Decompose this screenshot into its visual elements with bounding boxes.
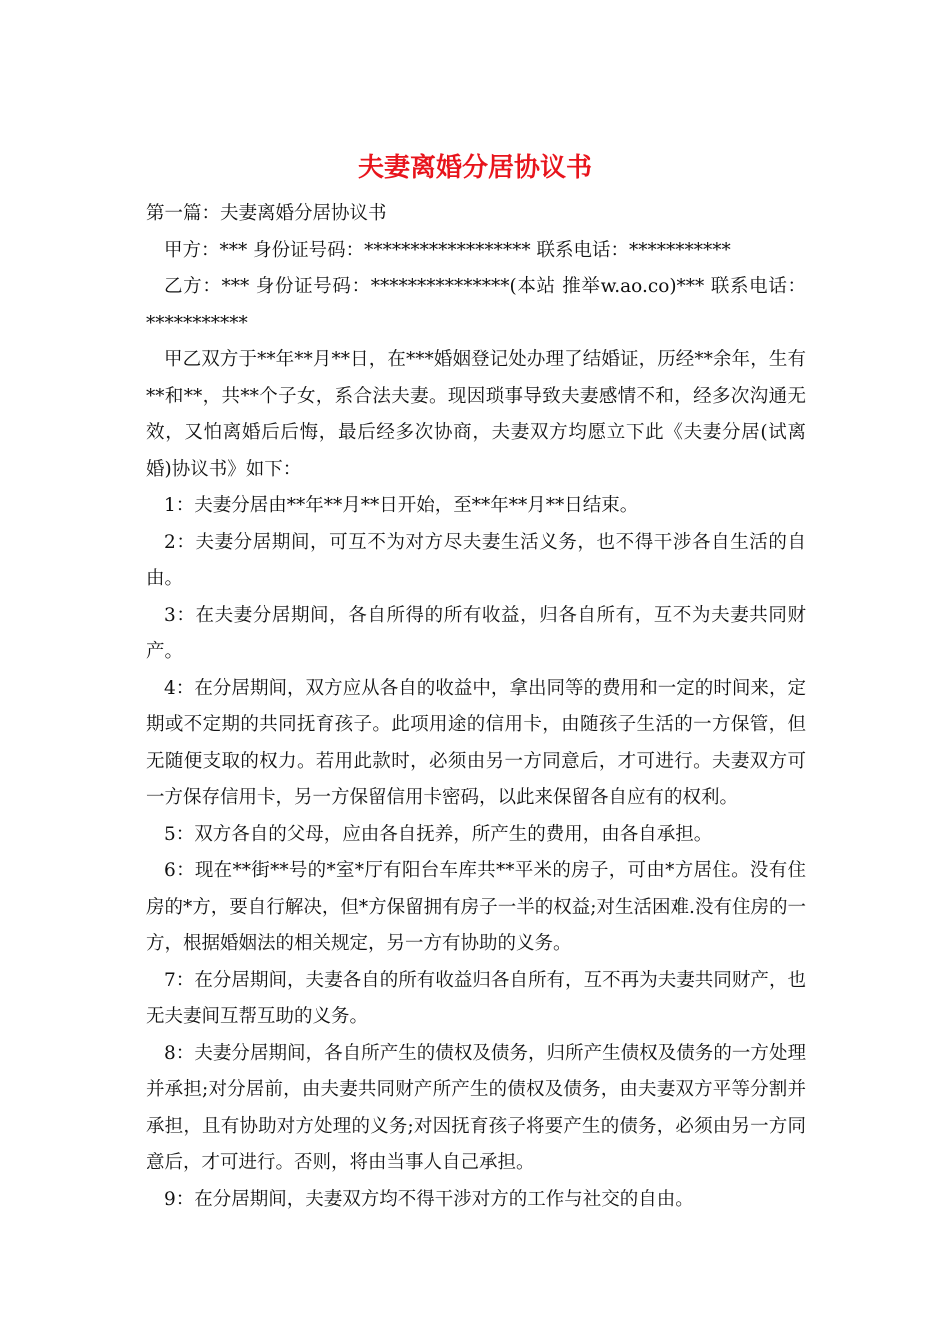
preamble-paragraph: 甲乙双方于**年**月**日，在***婚姻登记处办理了结婚证，历经**余年，生有**和**，共**个子女，系合法夫妻。现因琐事导致夫妻感情不和，经多次沟通无效，又怕离婚后后悔，最后经多次协商，夫妻双方均愿立下此《夫妻分居(试离婚)协议书》如下： bbox=[146, 349, 806, 480]
section-heading: 第一篇：夫妻离婚分居协议书 bbox=[146, 203, 387, 224]
party-a-line: 甲方：*** 身份证号码：****************** 联系电话：*********** bbox=[164, 239, 731, 261]
clause-1: 1：夫妻分居由**年**月**日开始，至**年**月**日结束。 bbox=[164, 495, 639, 516]
clause-3: 3：在夫妻分居期间，各自所得的所有收益，归各自所有，互不为夫妻共同财产。 bbox=[146, 604, 806, 662]
clause-7: 7：在分居期间，夫妻各自的所有收益归各自所有，互不再为夫妻共同财产，也无夫妻间互帮互助的义务。 bbox=[146, 969, 806, 1027]
document-title: 夫妻离婚分居协议书 bbox=[357, 153, 592, 183]
document-body bbox=[146, 196, 806, 1218]
clause-9: 9：在分居期间，夫妻双方均不得干涉对方的工作与社交的自由。 bbox=[164, 1188, 694, 1210]
clause-5: 5：双方各自的父母，应由各自抚养，所产生的费用，由各自承担。 bbox=[164, 823, 713, 845]
clause-8: 8：夫妻分居期间，各自所产生的债权及债务，归所产生债权及债务的一方处理并承担;对分居前，由夫妻共同财产所产生的债权及债务，由夫妻双方平等分割并承担，且有协助对方处理的义务;对因抚育孩子将要产生的债务，必须由另一方同意后，才可进行。否则，将由当事人自己承担。 bbox=[146, 1042, 806, 1173]
clause-6: 6：现在**街**号的*室*厅有阳台车库共**平米的房子，可由*方居住。没有住房的*方，要自行解决，但*方保留拥有房子一半的权益;对生活困难.没有住房的一方，根据婚姻法的相关规定，另一方有协助的义务。 bbox=[146, 860, 806, 954]
clause-4: 4：在分居期间，双方应从各自的收益中，拿出同等的费用和一定的时间来，定期或不定期的共同抚育孩子。此项用途的信用卡，由随孩子生活的一方保管，但无随便支取的权力。若用此款时，必须由另一方同意后，才可进行。夫妻双方可一方保存信用卡，另一方保留信用卡密码，以此来保留各自应有的权利。 bbox=[146, 677, 806, 808]
party-b-line: 乙方：*** 身份证号码：***************(本站 推举w.ao.co)*** 联系电话：*********** bbox=[146, 276, 806, 334]
clause-2: 2：夫妻分居期间，可互不为对方尽夫妻生活义务，也不得干涉各自生活的自由。 bbox=[146, 531, 806, 589]
